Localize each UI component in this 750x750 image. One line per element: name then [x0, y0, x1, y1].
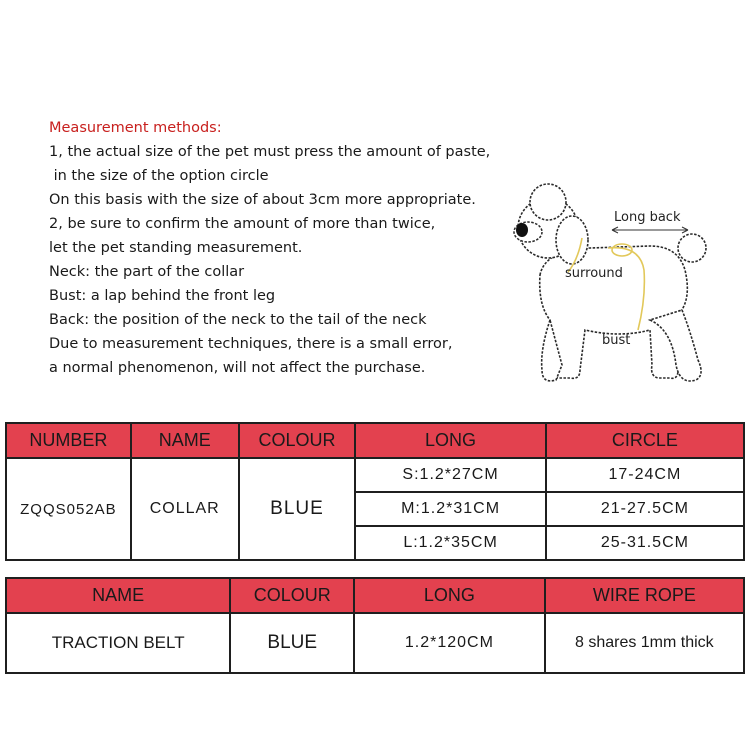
product-number: ZQQS052AB [6, 458, 131, 560]
header-long: LONG [355, 423, 545, 458]
belt-table-header [6, 578, 744, 613]
size-circle: 17-24CM [546, 458, 744, 492]
header-long: LONG [354, 578, 545, 613]
measurement-heading: Measurement methods: [49, 120, 222, 136]
size-long: S:1.2*27CM [355, 458, 545, 492]
product-name: COLLAR [131, 458, 239, 560]
measurement-instructions [49, 116, 509, 380]
product-colour: BLUE [239, 458, 356, 560]
header-colour: COLOUR [239, 423, 356, 458]
traction-belt-table [5, 577, 745, 674]
size-long: L:1.2*35CM [355, 526, 545, 560]
long-back-label: Long back [614, 210, 681, 225]
instruction-line: On this basis with the size of about 3cm more appropriate. [49, 192, 476, 208]
header-name: NAME [131, 423, 239, 458]
instruction-line: 1, the actual size of the pet must press the amount of paste, [49, 144, 491, 160]
instruction-line: 2, be sure to confirm the amount of more than twice, [49, 216, 436, 232]
dog-nose [516, 223, 528, 237]
header-name: NAME [6, 578, 230, 613]
table-row [6, 613, 744, 673]
dog-tail [678, 234, 706, 262]
header-circle: CIRCLE [546, 423, 744, 458]
header-colour: COLOUR [230, 578, 354, 613]
instruction-line: Neck: the part of the collar [49, 264, 245, 280]
instruction-line: let the pet standing measurement. [49, 240, 303, 256]
instruction-line: Bust: a lap behind the front leg [49, 288, 276, 304]
size-circle: 25-31.5CM [546, 526, 744, 560]
instruction-line: Due to measurement techniques, there is a small error, [49, 336, 453, 352]
instruction-line: a normal phenomenon, will not affect the purchase. [49, 360, 426, 376]
size-long: M:1.2*31CM [355, 492, 545, 526]
instruction-line: Back: the position of the neck to the tail of the neck [49, 312, 427, 328]
belt-colour: BLUE [230, 613, 354, 673]
collar-table-header [6, 423, 744, 458]
bust-label: bust [602, 333, 631, 348]
surround-label: surround [565, 266, 623, 281]
belt-long: 1.2*120CM [354, 613, 545, 673]
belt-wire-rope: 8 shares 1mm thick [545, 613, 744, 673]
header-number: NUMBER [6, 423, 131, 458]
instruction-line: in the size of the option circle [49, 168, 269, 184]
table-row [6, 458, 744, 492]
collar-spec-table [5, 422, 745, 561]
header-wire-rope: WIRE ROPE [545, 578, 744, 613]
dog-measurement-diagram [500, 180, 730, 400]
size-circle: 21-27.5CM [546, 492, 744, 526]
belt-name: TRACTION BELT [6, 613, 230, 673]
